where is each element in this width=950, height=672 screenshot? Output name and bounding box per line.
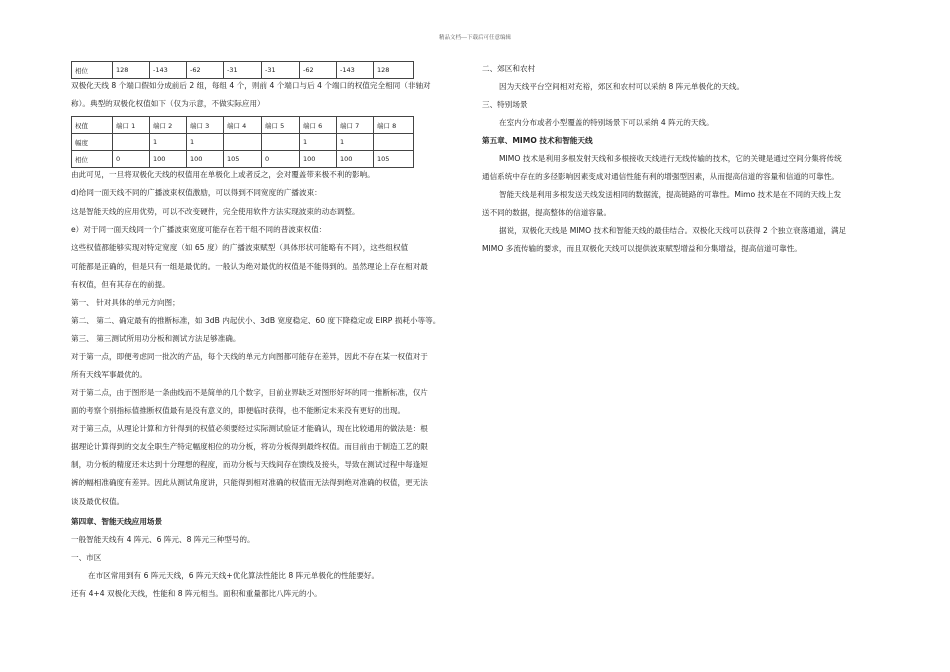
table-cell: -31: [224, 62, 262, 79]
paragraph-line: 裤的幅相准确度有差异。因此从测试角度讲，只能得到相对准确的权值而无法得到绝对准确的权值，更无法: [71, 478, 428, 487]
paragraph-line: 据理论计算得到的交友全职生产特定幅度相位的功分板，将功分板得到最终权值。而目前由于制造工艺的限: [71, 442, 428, 451]
paragraph-line: 可能都是正确的，但是只有一组是最优的。一般认为绝对最优的权值是不能得到的。虽然理论上存在相对最: [71, 262, 428, 271]
table-cell: 1: [300, 134, 337, 151]
table-cell: 端口 8: [374, 117, 414, 134]
paragraph-line: 这些权值都能够实现对特定宽度（如 65 度）的广播波束赋型（具体形状可能略有不同），这些组权值: [71, 243, 409, 252]
page-header: 精品文档---下载后可任意编辑: [439, 35, 511, 41]
paragraph-line: 智能天线是利用多根发送天线发送相同的数据流，提高链路的可靠性。Mimo 技术是在不同的天线上发: [499, 190, 842, 199]
table-row: [72, 151, 414, 168]
special-text: 在室内分布或者小型覆盖的特别场景下可以采纳 4 阵元的天线。: [499, 118, 714, 127]
table-cell: 端口 7: [337, 117, 374, 134]
phase-table-top: [71, 61, 414, 79]
table-cell: 1: [187, 134, 224, 151]
paragraph-line: 称）。典型的双极化权值如下（仅为示意，不做实际应用）: [71, 99, 265, 108]
table-cell: [113, 134, 150, 151]
paragraph-line: 双极化天线 8 个端口假如分成前后 2 组，每组 4 个，则前 4 个端口与后 4 个端口的权值完全相同（非轴对: [71, 81, 431, 90]
paragraph-line: 制，功分板的精度还未达到十分理想的程度，而功分板与天线间存在馈线及接头，导致在测试过程中每逢短: [71, 460, 428, 469]
paragraph-line: 对于第一点，即便考虑同一批次的产品，每个天线的单元方向图都可能存在差异，因此不存在某一权值对于: [71, 352, 428, 361]
special-heading: 三、特别场景: [482, 100, 528, 109]
table-cell: 端口 3: [187, 117, 224, 134]
paragraph-line: 对于第二点，由于图形是一条曲线而不是简单的几个数字，目前业界缺乏对图形好坏的同一推断标准，仅片: [71, 388, 428, 397]
table-cell: 128: [113, 62, 150, 79]
table-cell: -62: [187, 62, 224, 79]
city-text-2: 还有 4+4 双极化天线，性能和 8 阵元相当。面积和重量都比八阵元的小。: [71, 589, 322, 598]
table-row: [72, 117, 414, 134]
paragraph-line: 通信系统中存在的多径影响因素变成对通信性能有利的增强型因素，从而提高信道的容量和信道的可靠性。: [482, 172, 839, 181]
paragraph-line: 谈及最优权值。: [71, 497, 125, 506]
weights-table: [71, 116, 414, 168]
table-cell: 端口 4: [224, 117, 262, 134]
table-cell: 权值: [72, 117, 113, 134]
suburb-text: 因为天线平台空间相对充裕，郊区和农村可以采纳 8 阵元单极化的天线。: [499, 82, 745, 91]
table-row: [72, 62, 414, 79]
table-cell: [374, 134, 414, 151]
table-cell: 0: [113, 151, 150, 168]
table-row: [72, 134, 414, 151]
paragraph-line: 第一、 针对具体的单元方向图；: [71, 298, 180, 307]
table-cell: 100: [150, 151, 187, 168]
table-cell: 0: [262, 151, 300, 168]
table-cell: -143: [150, 62, 187, 79]
table-cell: -62: [300, 62, 337, 79]
table-cell: 相位: [72, 62, 113, 79]
paragraph-line: 由此可见，一旦将双极化天线的权值用在单极化上或者反之，会对覆盖带来极不利的影响。: [71, 170, 375, 179]
paragraph-line: MIMO 技术是利用多根发射天线和多根接收天线进行无线传输的技术，它的关键是通过空间分集将传统: [499, 154, 842, 163]
paragraph-line: 有权值，但有其存在的前提。: [71, 280, 170, 289]
paragraph-line: 对于第三点，从理论计算和方针得到的权值必须要经过实际测试验证才能确认，现在比较通用的做法是：根: [71, 424, 428, 433]
paragraph-line: 据说，双极化天线是 MIMO 技术和智能天线的最佳结合。双极化天线可以获得 2 个独立衰落通道，满足: [499, 226, 847, 235]
paragraph-line: 这是智能天线的应用优势，可以不改变硬件，完全使用软件方法实现波束的动态调整。: [71, 207, 360, 216]
table-cell: 1: [150, 134, 187, 151]
table-cell: -143: [337, 62, 374, 79]
paragraph-line: 第二、 第二、确定最有的推断标准，如 3dB 内起伏小、3dB 宽度稳定、60 度下降稳定或 EIRP 损耗小等等。: [71, 316, 441, 325]
table-cell: 128: [374, 62, 414, 79]
table-cell: [262, 134, 300, 151]
table-cell: 端口 5: [262, 117, 300, 134]
table-cell: -31: [262, 62, 300, 79]
table-cell: [224, 134, 262, 151]
paragraph-line: 所有天线军事最优的。: [71, 370, 147, 379]
paragraph-line: MIMO 多流传输的要求，而且双极化天线可以提供波束赋型增益和分集增益，提高信道可靠性。: [482, 244, 802, 253]
table-cell: 端口 6: [300, 117, 337, 134]
paragraph-line: 送不同的数据，提高整体的信道容量。: [482, 208, 612, 217]
table-cell: 1: [337, 134, 374, 151]
city-heading: 一、市区: [71, 553, 102, 562]
paragraph-line: d)给同一面天线不同的广播波束权值激励，可以得到不同宽度的广播波束：: [71, 188, 322, 197]
table-cell: 105: [374, 151, 414, 168]
paragraph-line: e）对于同一面天线同一个广播波束宽度可能存在若干组不同的普波束权值：: [71, 225, 327, 234]
paragraph-line: 第三、 第三测试所用功分板和测试方法足够准确。: [71, 334, 241, 343]
chapter-4-intro: 一般智能天线有 4 阵元、6 阵元、8 阵元三种型号的。: [71, 535, 255, 544]
city-text: 在市区常用到有 6 阵元天线，6 阵元天线+优化算法性能比 8 阵元单极化的性能要好。: [88, 571, 380, 580]
suburb-heading: 二、郊区和农村: [482, 64, 536, 73]
table-cell: 端口 1: [113, 117, 150, 134]
table-cell: 相位: [72, 151, 113, 168]
paragraph-line: 面的考察个别指标值推断权值最有是没有意义的，即便临时获得，也不能断定未来没有更好的出现。: [71, 406, 406, 415]
chapter-4-title: 第四章、智能天线应用场景: [71, 517, 163, 526]
table-cell: 105: [224, 151, 262, 168]
table-cell: 端口 2: [150, 117, 187, 134]
table-cell: 100: [187, 151, 224, 168]
table-cell: 100: [337, 151, 374, 168]
table-cell: 幅度: [72, 134, 113, 151]
chapter-5-title: 第五章、MIMO 技术和智能天线: [482, 136, 593, 145]
table-cell: 100: [300, 151, 337, 168]
